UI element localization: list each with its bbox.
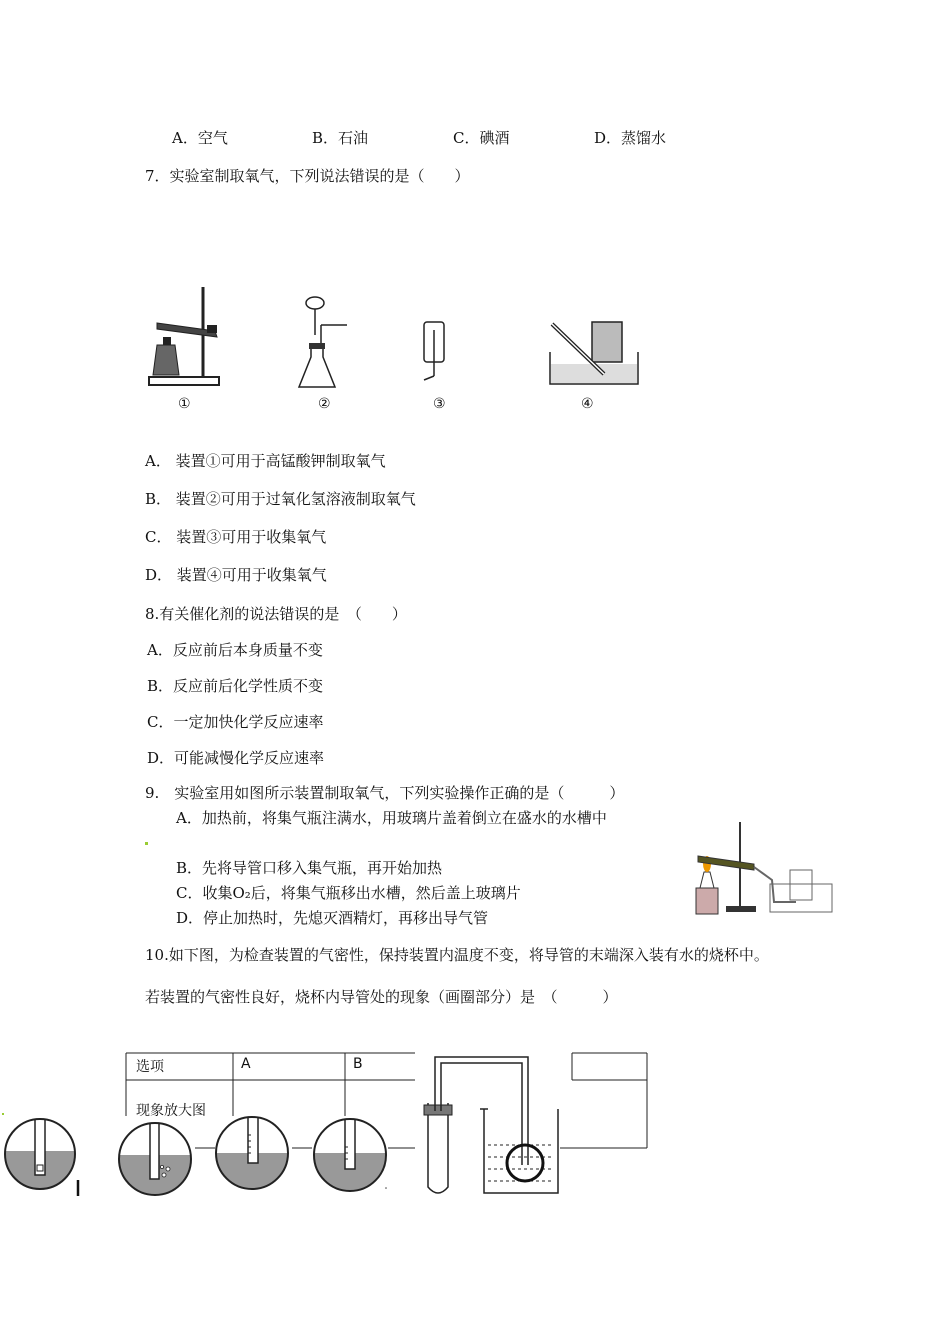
q6-option-c: C．碘酒 (453, 129, 510, 147)
device-2-label: ② (318, 396, 331, 412)
q10-stem-line1: 10.如下图，为检查装置的气密性，保持装置内温度不变，将导管的末端深入装有水的烧杯中。 (145, 946, 769, 964)
q8-option-a: A．反应前后本身质量不变 (147, 641, 323, 659)
q7-option-a: A． 装置①可用于高锰酸钾制取氧气 (145, 452, 386, 470)
q7-stem: 7．实验室制取氧气，下列说法错误的是（ ） (145, 167, 470, 185)
q6-option-d: D．蒸馏水 (594, 129, 667, 147)
q9-option-b: B．先将导管口移入集气瓶，再开始加热 (176, 859, 443, 877)
device-3-label: ③ (433, 396, 446, 412)
table-header-b: B (353, 1056, 363, 1072)
q7-option-c: C． 装置③可用于收集氧气 (145, 528, 327, 546)
magnified-view-3 (213, 1115, 291, 1191)
q8-stem: 8.有关催化剂的说法错误的是 （ ） (145, 605, 407, 623)
q9-stem: 9. 实验室用如图所示装置制取氧气，下列实验操作正确的是（ ） (145, 784, 625, 802)
table-row-label: 现象放大图 (136, 1103, 206, 1119)
magnified-view-1 (3, 1117, 77, 1191)
q9-option-c: C．收集O₂后，将集气瓶移出水槽，然后盖上玻璃片 (176, 884, 521, 902)
q7-option-b: B． 装置②可用于过氧化氢溶液制取氧气 (145, 490, 416, 508)
table-header-option: 选项 (136, 1059, 164, 1075)
q6-option-a: A．空气 (172, 129, 228, 147)
table-header-a: A (241, 1056, 251, 1072)
q8-option-c: C．一定加快化学反应速率 (147, 713, 324, 731)
q8-option-d: D．可能减慢化学反应速率 (147, 749, 325, 767)
q9-option-d: D．停止加热时，先熄灭酒精灯，再移出导气管 (176, 909, 489, 927)
q7-option-d: D． 装置④可用于收集氧气 (145, 566, 327, 584)
magnified-view-2 (116, 1121, 194, 1197)
airtightness-apparatus (418, 1053, 568, 1199)
device-1-label: ① (178, 396, 191, 412)
q8-option-b: B．反应前后化学性质不变 (147, 677, 324, 695)
q9-option-a: A．加热前，将集气瓶注满水，用玻璃片盖着倒立在盛水的水槽中 (176, 809, 607, 827)
magnified-view-4 (312, 1117, 388, 1193)
device-4-label: ④ (581, 396, 594, 412)
q10-stem-line2: 若装置的气密性良好，烧杯内导管处的现象（画圈部分）是 （ ） (145, 988, 618, 1006)
q6-option-b: B．石油 (312, 129, 369, 147)
